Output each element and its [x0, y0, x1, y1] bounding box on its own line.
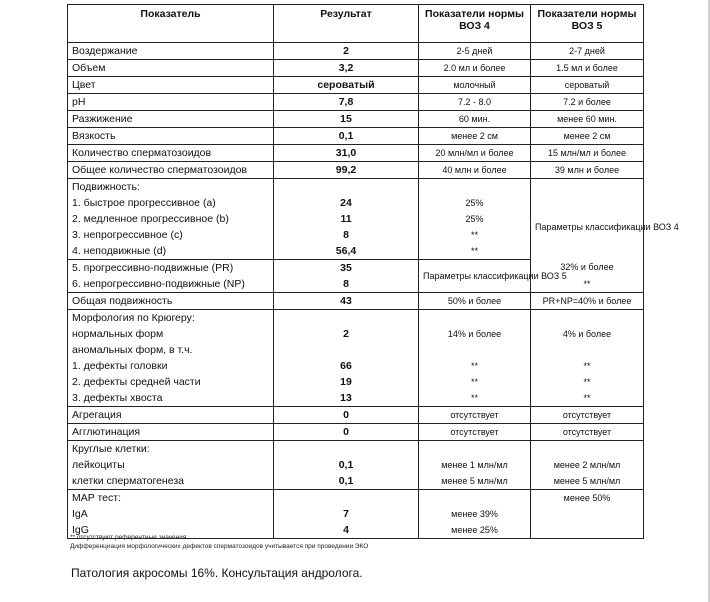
row-who4: ** — [419, 227, 531, 243]
row-result: 2 — [274, 326, 419, 342]
row-who5: менее 2 см — [531, 128, 644, 145]
row-label: лейкоциты — [68, 457, 274, 473]
row-who4: менее 2 см — [419, 128, 531, 145]
row-result: 4 — [274, 522, 419, 539]
row-who4: менее 39% — [419, 506, 531, 522]
row-result: 3,2 — [274, 60, 419, 77]
row-who5: 39 млн и более — [531, 162, 644, 179]
table-row — [68, 310, 644, 327]
section-label: MAP тест: — [68, 490, 274, 507]
table-row — [68, 111, 644, 128]
table-row — [68, 490, 644, 507]
row-label: клетки сперматогенеза — [68, 473, 274, 490]
table-row — [68, 424, 644, 441]
header-who4: Показатели нормы ВОЗ 4 — [419, 5, 531, 43]
row-label: Разжижение — [68, 111, 274, 128]
row-who5: 15 млн/мл и более — [531, 145, 644, 162]
row-who4: 20 млн/мл и более — [419, 145, 531, 162]
row-label: IgG — [68, 522, 274, 539]
row-who4: ** — [419, 358, 531, 374]
table-row — [68, 293, 644, 310]
row-who4: менее 25% — [419, 522, 531, 539]
row-who4: 25% — [419, 211, 531, 227]
table-row — [68, 195, 644, 211]
table-row — [68, 128, 644, 145]
row-label: 6. непрогрессивно-подвижные (NP) — [68, 276, 274, 293]
row-result: 7,8 — [274, 94, 419, 111]
row-result: 8 — [274, 276, 419, 293]
row-result: 0,1 — [274, 457, 419, 473]
row-label: Объем — [68, 60, 274, 77]
row-result: 8 — [274, 227, 419, 243]
row-label: Общая подвижность — [68, 293, 274, 310]
table-row — [68, 407, 644, 424]
row-who4: 2-5 дней — [419, 43, 531, 60]
table-row — [68, 162, 644, 179]
row-who5: 2-7 дней — [531, 43, 644, 60]
row-who4: 7.2 - 8.0 — [419, 94, 531, 111]
row-result: 11 — [274, 211, 419, 227]
table-row — [68, 260, 644, 277]
row-label: 1. быстрое прогрессивное (a) — [68, 195, 274, 211]
header-parameter: Показатель — [68, 5, 274, 43]
row-label: Общее количество сперматозоидов — [68, 162, 274, 179]
row-who5: ** — [531, 374, 644, 390]
row-who4: менее 1 млн/мл — [419, 457, 531, 473]
row-label: Вязкость — [68, 128, 274, 145]
table-row — [68, 43, 644, 60]
row-who5: 7.2 и более — [531, 94, 644, 111]
row-who4: ** — [419, 374, 531, 390]
row-label: Агрегация — [68, 407, 274, 424]
row-label: 2. дефекты средней части — [68, 374, 274, 390]
row-label: нормальных форм — [68, 326, 274, 342]
row-who5: 4% и более — [531, 326, 644, 342]
row-result: 0 — [274, 407, 419, 424]
table-header-row — [68, 5, 644, 43]
table-row — [68, 94, 644, 111]
row-who4: 2.0 мл и более — [419, 60, 531, 77]
row-label: 4. неподвижные (d) — [68, 243, 274, 260]
row-label: IgA — [68, 506, 274, 522]
row-result: 43 — [274, 293, 419, 310]
row-who5: отсутствует — [531, 407, 644, 424]
row-label: pH — [68, 94, 274, 111]
header-result: Результат — [274, 5, 419, 43]
table-row — [68, 473, 644, 490]
row-result: 19 — [274, 374, 419, 390]
row-who4: 14% и более — [419, 326, 531, 342]
row-result: 0,1 — [274, 128, 419, 145]
table-row — [68, 77, 644, 94]
row-label: Цвет — [68, 77, 274, 94]
row-result: 66 — [274, 358, 419, 374]
row-result: 31,0 — [274, 145, 419, 162]
row-who4: 50% и более — [419, 293, 531, 310]
row-who4: 40 млн и более — [419, 162, 531, 179]
row-result: сероватый — [274, 77, 419, 94]
footnotes — [70, 533, 368, 551]
table-row — [68, 457, 644, 473]
row-who5: менее 2 млн/мл — [531, 457, 644, 473]
row-who5: ** — [531, 390, 644, 407]
row-who5: ** — [531, 276, 644, 293]
row-who5: 32% и более — [531, 260, 644, 277]
row-who4: ** — [419, 243, 531, 260]
semen-analysis-table — [67, 4, 679, 539]
footnote-no-reference: ** отсутствуют референтные значения — [70, 534, 187, 541]
table-row — [68, 374, 644, 390]
row-result: 2 — [274, 43, 419, 60]
table-row — [68, 441, 644, 458]
table-row — [68, 390, 644, 407]
row-who5: менее 5 млн/мл — [531, 473, 644, 490]
row-who4: 25% — [419, 195, 531, 211]
row-label: 3. дефекты хвоста — [68, 390, 274, 407]
row-label: 1. дефекты головки — [68, 358, 274, 374]
row-who4: 60 мин. — [419, 111, 531, 128]
row-label: 3. непрогрессивное (c) — [68, 227, 274, 243]
table-row — [68, 326, 644, 342]
table-row — [68, 60, 644, 77]
row-who4: отсутствует — [419, 407, 531, 424]
row-label: 2. медленное прогрессивное (b) — [68, 211, 274, 227]
row-who4: менее 5 млн/мл — [419, 473, 531, 490]
row-result: 15 — [274, 111, 419, 128]
row-who4: молочный — [419, 77, 531, 94]
row-result: 7 — [274, 506, 419, 522]
row-who5: менее 60 мин. — [531, 111, 644, 128]
row-who5: сероватый — [531, 77, 644, 94]
table-row — [68, 358, 644, 374]
row-label: Количество сперматозоидов — [68, 145, 274, 162]
table-row — [68, 145, 644, 162]
conclusion-text: Патология акросомы 16%. Консультация андролога. — [71, 566, 363, 580]
table-row — [68, 342, 644, 358]
row-who5: 1.5 мл и более — [531, 60, 644, 77]
row-who5: ** — [531, 358, 644, 374]
row-who4: ** — [419, 390, 531, 407]
row-result: 56,4 — [274, 243, 419, 260]
section-label: Круглые клетки: — [68, 441, 274, 458]
row-result: 13 — [274, 390, 419, 407]
footnote-ivf: Дифференциация морфологических дефектов сперматозоидов учитывается при проведении ЭКО — [70, 543, 369, 550]
row-who5: отсутствует — [531, 424, 644, 441]
table-row — [68, 179, 644, 196]
row-result: 0,1 — [274, 473, 419, 490]
row-label: Агглютинация — [68, 424, 274, 441]
row-label: 5. прогрессивно-подвижные (PR) — [68, 260, 274, 277]
row-who5: PR+NP=40% и более — [531, 293, 644, 310]
row-result: 99,2 — [274, 162, 419, 179]
row-label: Воздержание — [68, 43, 274, 60]
section-label: Подвижность: — [68, 179, 274, 196]
row-who4: отсутствует — [419, 424, 531, 441]
row-result: 24 — [274, 195, 419, 211]
section-label: Морфология по Крюгеру: — [68, 310, 274, 327]
row-who5: менее 50% — [531, 490, 644, 507]
header-who5: Показатели нормы ВОЗ 5 — [531, 5, 644, 43]
row-result: 35 — [274, 260, 419, 277]
row-result: 0 — [274, 424, 419, 441]
row-label: аномальных форм, в т.ч. — [68, 342, 274, 358]
motility-who5-note: Параметры классификации ВОЗ 4 — [531, 195, 644, 260]
pr-np-who4-note: Параметры классификации ВОЗ 5 — [419, 260, 531, 293]
table-row — [68, 506, 644, 522]
